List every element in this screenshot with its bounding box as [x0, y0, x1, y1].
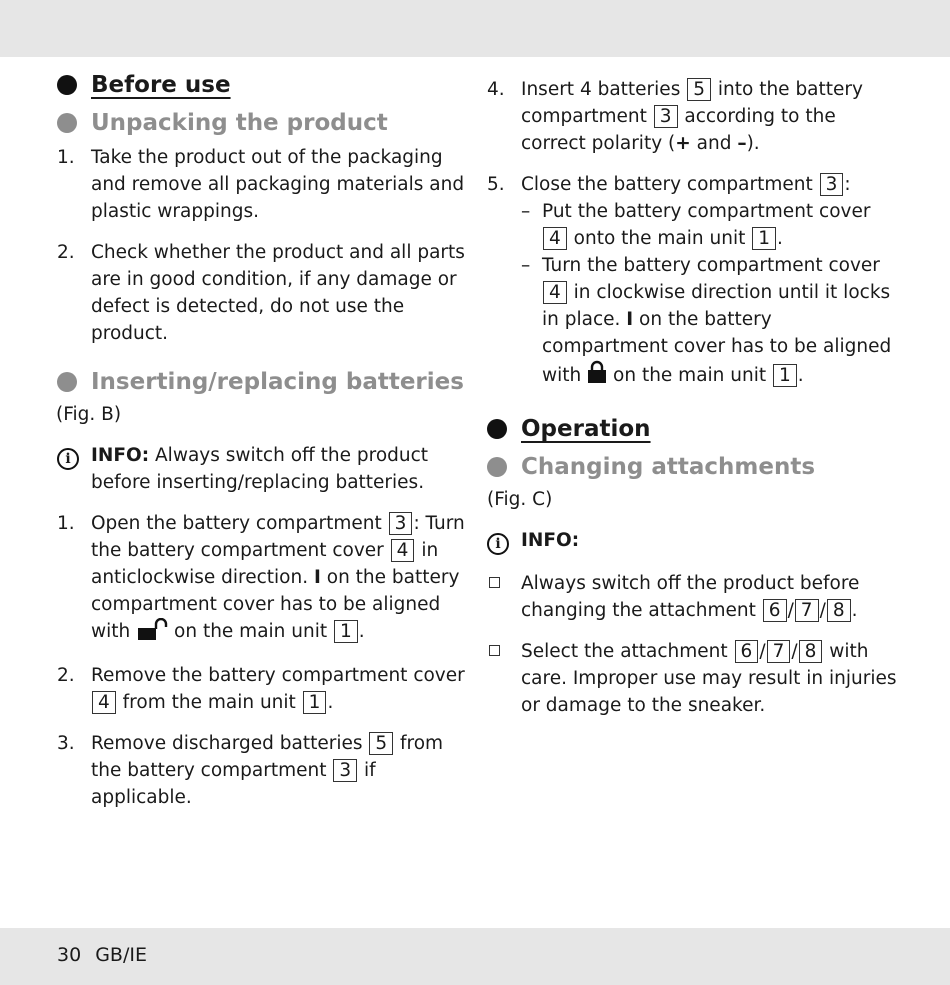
step-number: 1. [57, 513, 75, 534]
info-text: Always switch off the product before inserting/replacing batteries. [91, 445, 429, 493]
text: with care. Improper use may result in injuries or damage to the sneaker. [521, 641, 897, 716]
lock-icon [587, 360, 607, 392]
page-number: 30 [57, 944, 82, 966]
bullet-dot-icon [487, 457, 507, 477]
ref-box: 1 [773, 364, 797, 387]
battery-step-5 [487, 171, 897, 392]
text: into the battery compartment [521, 79, 863, 127]
heading-operation-text: Operation [521, 416, 651, 442]
bullet-dot-icon [487, 419, 507, 439]
fig-ref-c: (Fig. C) [487, 489, 553, 510]
bullet-item-2 [487, 638, 897, 719]
text: Turn the battery compartment cover [542, 255, 880, 276]
text: on the battery compartment cover has to be aligned with [91, 567, 460, 642]
heading-changing [487, 454, 897, 480]
slash: / [819, 600, 826, 621]
text: Remove the battery compartment cover [91, 665, 465, 686]
unpacking-step-2 [57, 239, 467, 347]
page-footer [57, 944, 161, 966]
ref-box: 4 [543, 227, 567, 250]
checkbox-bullet-icon [487, 570, 521, 624]
ref-box: 5 [369, 732, 393, 755]
top-band [0, 0, 950, 57]
slash: / [759, 641, 766, 662]
text: . [358, 621, 365, 642]
info-label: INFO: [521, 530, 580, 551]
ref-box: 7 [767, 640, 791, 663]
locale-label: GB/IE [95, 944, 147, 966]
text: . [327, 692, 334, 713]
ref-box: 3 [333, 759, 357, 782]
battery-step-2 [57, 662, 467, 716]
unpacking-step-1 [57, 144, 467, 225]
step-text: Take the product out of the packaging and remove all packaging materials and plastic wrappings. [91, 147, 465, 222]
ref-box: 1 [303, 691, 327, 714]
text: on the main unit [168, 621, 334, 642]
slash: / [787, 600, 794, 621]
ref-box: 4 [391, 539, 415, 562]
slash: / [791, 641, 798, 662]
text: and [690, 133, 738, 154]
minus-sign: – [737, 133, 747, 154]
step-number: 2. [57, 242, 75, 263]
text: ). [746, 133, 760, 154]
text: from the main unit [116, 692, 302, 713]
info-note [57, 442, 467, 496]
heading-operation [487, 416, 897, 442]
heading-changing-text: Changing attachments [521, 454, 816, 480]
info-icon: i [487, 527, 521, 556]
ref-box: 3 [389, 512, 413, 535]
info-icon: i [57, 442, 91, 496]
dash: – [521, 201, 531, 222]
step-number: 2. [57, 665, 75, 686]
alignment-mark: I [313, 567, 321, 588]
alignment-mark: I [626, 309, 634, 330]
unlock-icon [136, 618, 168, 648]
text: Remove discharged batteries [91, 733, 369, 754]
ref-box: 6 [763, 599, 787, 622]
text: . [777, 228, 783, 249]
left-column [57, 72, 467, 825]
ref-box: 4 [92, 691, 116, 714]
battery-step-3 [57, 730, 467, 811]
plus-sign: + [675, 133, 691, 154]
ref-box: 8 [827, 599, 851, 622]
text: Insert 4 batteries [521, 79, 687, 100]
checkbox-bullet-icon [487, 638, 521, 719]
text: Close the battery compartment [521, 174, 819, 195]
step-number: 4. [487, 79, 505, 100]
step-text: Check whether the product and all parts are in good condition, if any damage or defect is detected, do not use the product. [91, 242, 465, 344]
ref-box: 3 [654, 105, 678, 128]
fig-ref-b: (Fig. B) [56, 404, 122, 425]
sub-step-2 [521, 252, 897, 392]
text: Select the attachment [521, 641, 734, 662]
text: Put the battery compartment cover [542, 201, 871, 222]
text: in clockwise direction until it locks in place. [542, 282, 891, 330]
bullet-dot-icon [57, 372, 77, 392]
heading-batteries [57, 369, 467, 395]
heading-before-use [57, 72, 467, 98]
text: Open the battery compartment [91, 513, 388, 534]
text: according to the correct polarity ( [521, 106, 836, 154]
bullet-dot-icon [57, 113, 77, 133]
ref-box: 8 [799, 640, 823, 663]
ref-box: 4 [543, 281, 567, 304]
ref-box: 5 [687, 78, 711, 101]
battery-step-4 [487, 76, 897, 157]
heading-unpacking-text: Unpacking the product [91, 110, 388, 136]
text: on the main unit [607, 365, 773, 386]
text: from the battery compartment [91, 733, 444, 781]
step-number: 3. [57, 733, 75, 754]
sub-step-1 [521, 198, 897, 252]
text: . [797, 365, 804, 386]
heading-unpacking [57, 110, 467, 136]
ref-box: 1 [334, 620, 358, 643]
step-number: 5. [487, 174, 505, 195]
text: . [851, 600, 858, 621]
battery-step-1 [57, 510, 467, 648]
heading-batteries-text: Inserting/replacing batteries [91, 369, 464, 395]
ref-box: 6 [735, 640, 759, 663]
text: in anticlockwise direction. [91, 540, 439, 588]
bullet-dot-icon [57, 75, 77, 95]
text: : Turn the battery compartment cover [91, 513, 465, 561]
text: : [844, 174, 851, 195]
info-note [487, 527, 897, 556]
step-number: 1. [57, 147, 75, 168]
text: on the battery compartment cover has to be aligned with [542, 309, 892, 386]
bullet-item-1 [487, 570, 897, 624]
text: Always switch off the product before changing the attachment [521, 573, 860, 621]
right-column [487, 76, 897, 733]
info-label: INFO: [91, 445, 150, 466]
dash: – [521, 255, 531, 276]
text: onto the main unit [567, 228, 752, 249]
text: if applicable. [91, 760, 376, 808]
ref-box: 1 [752, 227, 776, 250]
ref-box: 7 [795, 599, 819, 622]
heading-before-use-text: Before use [91, 72, 231, 98]
ref-box: 3 [820, 173, 844, 196]
